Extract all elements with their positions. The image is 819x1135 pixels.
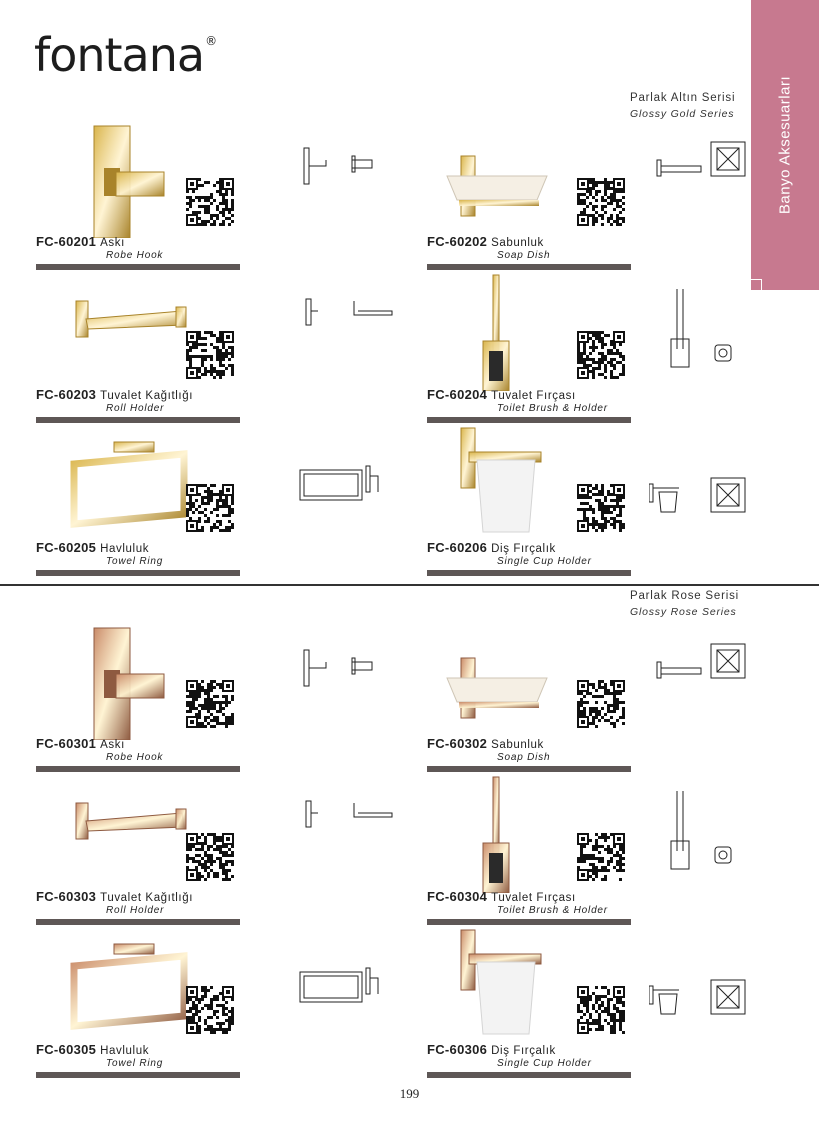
- product-title: [36, 387, 193, 402]
- product-card: [36, 926, 416, 1076]
- product-photo: [56, 926, 206, 1046]
- product-name-tr: Diş Fırçalık: [491, 1045, 556, 1057]
- page-number: 199: [399, 1086, 420, 1101]
- product-title: [427, 889, 576, 904]
- series-title-tr: Parlak Altın Serisi: [630, 92, 736, 104]
- product-name-tr: Tuvalet Fırçası: [491, 892, 576, 904]
- product-underline-bar: [36, 1072, 240, 1078]
- qr-code: [186, 178, 234, 226]
- product-name-en: Soap Dish: [497, 250, 551, 261]
- dimension-drawing: [649, 944, 779, 1014]
- product-name-en: Robe Hook: [106, 250, 164, 261]
- product-photo: [56, 118, 206, 238]
- product-name-tr: Tuvalet Kağıtlığı: [100, 892, 194, 904]
- series-header-rose: [630, 588, 739, 620]
- product-name-en: Roll Holder: [106, 905, 165, 916]
- qr-code: [186, 680, 234, 728]
- series-title-en: Glossy Rose Series: [630, 606, 737, 618]
- product-name-en: Toilet Brush & Holder: [497, 905, 608, 916]
- product-photo: [427, 926, 577, 1046]
- product-card: [427, 620, 807, 770]
- product-title: [427, 1042, 556, 1057]
- product-name-tr: Havluluk: [100, 543, 150, 555]
- product-underline-bar: [36, 570, 240, 576]
- product-code: FC-60306: [427, 1042, 488, 1057]
- qr-code: [577, 833, 625, 881]
- dimension-drawing: [258, 791, 388, 861]
- dimension-drawing: [649, 442, 779, 512]
- product-underline-bar: [427, 766, 631, 772]
- product-name-tr: Askı: [100, 237, 125, 249]
- product-name-tr: Sabunluk: [491, 739, 544, 751]
- dimension-drawing: [258, 944, 388, 1014]
- product-code: FC-60301: [36, 736, 97, 751]
- product-photo: [427, 271, 577, 391]
- dimension-drawing: [649, 791, 779, 861]
- dimension-drawing: [649, 289, 779, 359]
- product-name-tr: Askı: [100, 739, 125, 751]
- product-name-en: Toilet Brush & Holder: [497, 403, 608, 414]
- product-title: [36, 234, 125, 249]
- product-name-en: Roll Holder: [106, 403, 165, 414]
- product-name-tr: Sabunluk: [491, 237, 544, 249]
- product-title: [427, 387, 576, 402]
- product-name-en: Towel Ring: [106, 1058, 164, 1069]
- product-code: FC-60201: [36, 234, 97, 249]
- product-underline-bar: [427, 919, 631, 925]
- series-title-tr: Parlak Rose Serisi: [630, 590, 739, 602]
- product-card: [36, 118, 416, 268]
- dimension-drawing: [258, 289, 388, 359]
- product-code: FC-60304: [427, 889, 488, 904]
- product-title: [427, 736, 544, 751]
- product-card: [36, 773, 416, 923]
- product-code: FC-60205: [36, 540, 97, 555]
- qr-code: [186, 833, 234, 881]
- product-name-en: Single Cup Holder: [497, 556, 592, 567]
- qr-code: [577, 986, 625, 1034]
- product-card: [427, 424, 807, 574]
- product-code: FC-60206: [427, 540, 488, 555]
- dimension-drawing: [258, 136, 388, 206]
- product-code: FC-60203: [36, 387, 97, 402]
- registered-mark: ®: [205, 33, 217, 48]
- qr-code: [577, 484, 625, 532]
- dimension-drawing: [258, 638, 388, 708]
- product-name-en: Towel Ring: [106, 556, 164, 567]
- product-card: [427, 118, 807, 268]
- dimension-drawing: [258, 442, 388, 512]
- product-title: [36, 540, 149, 555]
- qr-code: [577, 331, 625, 379]
- product-code: FC-60204: [427, 387, 488, 402]
- product-underline-bar: [36, 919, 240, 925]
- product-name-tr: Tuvalet Kağıtlığı: [100, 390, 194, 402]
- product-photo: [427, 773, 577, 893]
- product-card: [427, 926, 807, 1076]
- product-card: [36, 271, 416, 421]
- product-code: FC-60303: [36, 889, 97, 904]
- product-photo: [56, 424, 206, 544]
- product-photo: [427, 424, 577, 544]
- product-underline-bar: [427, 570, 631, 576]
- qr-code: [186, 986, 234, 1034]
- side-tab-label: Banyo Aksesuarları: [776, 75, 794, 215]
- product-card: [36, 620, 416, 770]
- qr-code: [577, 680, 625, 728]
- product-card: [427, 773, 807, 923]
- qr-code: [186, 331, 234, 379]
- product-name-en: Robe Hook: [106, 752, 164, 763]
- product-code: FC-60302: [427, 736, 488, 751]
- product-underline-bar: [36, 766, 240, 772]
- product-underline-bar: [36, 417, 240, 423]
- product-card: [36, 424, 416, 574]
- product-underline-bar: [427, 264, 631, 270]
- product-title: [427, 234, 544, 249]
- product-underline-bar: [427, 417, 631, 423]
- product-underline-bar: [36, 264, 240, 270]
- product-photo: [56, 773, 206, 893]
- product-code: FC-60305: [36, 1042, 97, 1057]
- qr-code: [186, 484, 234, 532]
- product-title: [427, 540, 556, 555]
- product-photo: [56, 620, 206, 740]
- dimension-drawing: [649, 638, 779, 708]
- dimension-drawing: [649, 136, 779, 206]
- product-photo: [427, 118, 577, 238]
- product-underline-bar: [427, 1072, 631, 1078]
- series-title-en: Glossy Gold Series: [630, 108, 735, 120]
- product-photo: [56, 271, 206, 391]
- product-name-tr: Tuvalet Fırçası: [491, 390, 576, 402]
- qr-code: [577, 178, 625, 226]
- product-name-tr: Diş Fırçalık: [491, 543, 556, 555]
- product-title: [36, 1042, 149, 1057]
- section-divider: [0, 584, 819, 586]
- product-name-tr: Havluluk: [100, 1045, 150, 1057]
- brand-name: fontana: [34, 28, 205, 82]
- product-photo: [427, 620, 577, 740]
- brand-logo: [34, 28, 215, 82]
- product-name-en: Single Cup Holder: [497, 1058, 592, 1069]
- product-title: [36, 889, 193, 904]
- product-card: [427, 271, 807, 421]
- product-code: FC-60202: [427, 234, 488, 249]
- product-title: [36, 736, 125, 751]
- product-name-en: Soap Dish: [497, 752, 551, 763]
